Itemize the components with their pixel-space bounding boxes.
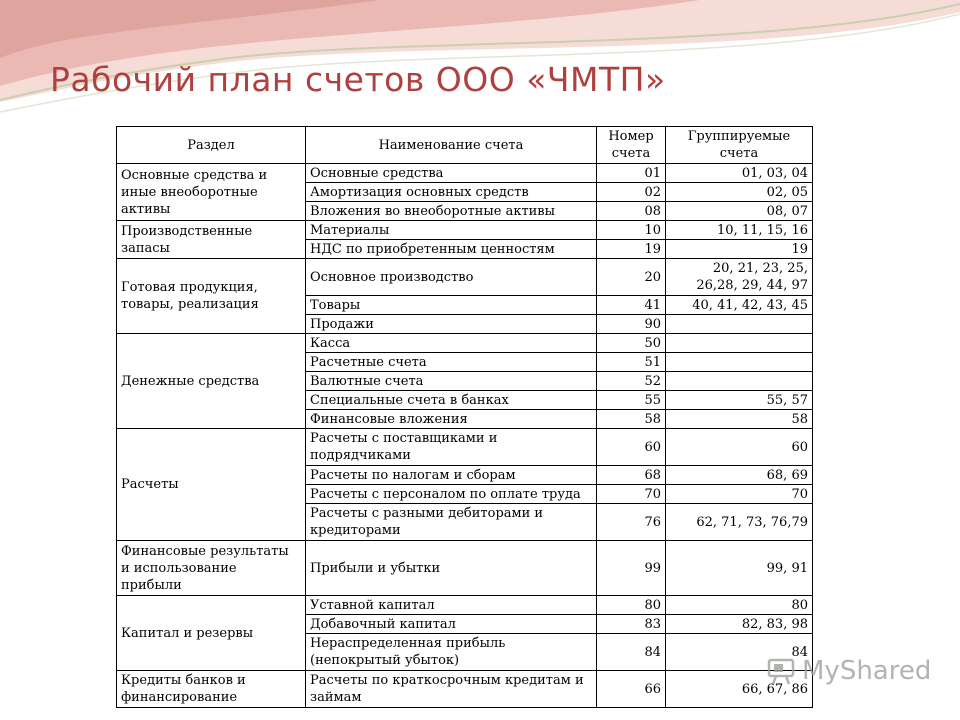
grouped-accounts xyxy=(666,334,813,353)
table-row xyxy=(117,259,813,296)
account-number: 51 xyxy=(597,353,666,372)
grouped-accounts: 58 xyxy=(666,410,813,429)
grouped-accounts: 99, 91 xyxy=(666,541,813,596)
account-number: 84 xyxy=(597,634,666,671)
account-number: 41 xyxy=(597,296,666,315)
table-row xyxy=(117,164,813,183)
grouped-accounts: 80 xyxy=(666,596,813,615)
account-name: Основные средства xyxy=(306,164,597,183)
account-number: 80 xyxy=(597,596,666,615)
account-number: 08 xyxy=(597,202,666,221)
account-number: 99 xyxy=(597,541,666,596)
account-number: 68 xyxy=(597,466,666,485)
section-cell: Денежные средства xyxy=(117,334,306,429)
grouped-accounts: 84 xyxy=(666,634,813,671)
account-number: 90 xyxy=(597,315,666,334)
account-name: Материалы xyxy=(306,221,597,240)
chart-of-accounts-table xyxy=(116,126,813,708)
grouped-accounts: 10, 11, 15, 16 xyxy=(666,221,813,240)
watermark xyxy=(766,656,931,686)
account-name: Вложения во внеоборотные активы xyxy=(306,202,597,221)
account-number: 01 xyxy=(597,164,666,183)
header-account-number: Номер счета xyxy=(597,127,666,164)
grouped-accounts: 68, 69 xyxy=(666,466,813,485)
account-name: Специальные счета в банках xyxy=(306,391,597,410)
account-number: 58 xyxy=(597,410,666,429)
page-title: Рабочий план счетов ООО «ЧМТП» xyxy=(50,60,666,99)
table-header-row xyxy=(117,127,813,164)
account-name: Нераспределенная прибыль (непокрытый убыток) xyxy=(306,634,597,671)
header-section: Раздел xyxy=(117,127,306,164)
account-number: 55 xyxy=(597,391,666,410)
grouped-accounts xyxy=(666,353,813,372)
account-number: 50 xyxy=(597,334,666,353)
account-number: 10 xyxy=(597,221,666,240)
account-name: Расчеты по краткосрочным кредитам и займам xyxy=(306,671,597,708)
grouped-accounts: 82, 83, 98 xyxy=(666,615,813,634)
account-number: 20 xyxy=(597,259,666,296)
grouped-accounts: 40, 41, 42, 43, 45 xyxy=(666,296,813,315)
grouped-accounts: 55, 57 xyxy=(666,391,813,410)
grouped-accounts: 70 xyxy=(666,485,813,504)
account-name: Расчеты с поставщиками и подрядчиками xyxy=(306,429,597,466)
header-grouped-accounts: Группируемые счета xyxy=(666,127,813,164)
table-row xyxy=(117,221,813,240)
grouped-accounts: 66, 67, 86 xyxy=(666,671,813,708)
watermark-text: MyShared xyxy=(802,656,932,686)
account-name: Касса xyxy=(306,334,597,353)
account-number: 19 xyxy=(597,240,666,259)
account-name: Расчеты с персоналом по оплате труда xyxy=(306,485,597,504)
account-name: Прибыли и убытки xyxy=(306,541,597,596)
grouped-accounts: 60 xyxy=(666,429,813,466)
account-name: Финансовые вложения xyxy=(306,410,597,429)
grouped-accounts: 01, 03, 04 xyxy=(666,164,813,183)
section-cell: Кредиты банков и финансирование xyxy=(117,671,306,708)
account-number: 60 xyxy=(597,429,666,466)
account-name: Расчеты по налогам и сборам xyxy=(306,466,597,485)
section-cell: Финансовые результаты и использование прибыли xyxy=(117,541,306,596)
account-name: Основное производство xyxy=(306,259,597,296)
table-row xyxy=(117,671,813,708)
table-row xyxy=(117,596,813,615)
section-cell: Производственные запасы xyxy=(117,221,306,259)
account-name: Амортизация основных средств xyxy=(306,183,597,202)
grouped-accounts: 19 xyxy=(666,240,813,259)
account-name: Расчетные счета xyxy=(306,353,597,372)
section-cell: Расчеты xyxy=(117,429,306,541)
account-number: 70 xyxy=(597,485,666,504)
account-number: 52 xyxy=(597,372,666,391)
table-row xyxy=(117,541,813,596)
account-number: 66 xyxy=(597,671,666,708)
grouped-accounts: 62, 71, 73, 76,79 xyxy=(666,504,813,541)
section-cell: Капитал и резервы xyxy=(117,596,306,671)
account-number: 76 xyxy=(597,504,666,541)
account-name: НДС по приобретенным ценностям xyxy=(306,240,597,259)
grouped-accounts: 20, 21, 23, 25, 26,28, 29, 44, 97 xyxy=(666,259,813,296)
header-account-name: Наименование счета xyxy=(306,127,597,164)
table-row xyxy=(117,334,813,353)
account-name: Добавочный капитал xyxy=(306,615,597,634)
account-number: 02 xyxy=(597,183,666,202)
account-name: Продажи xyxy=(306,315,597,334)
section-cell: Готовая продукция, товары, реализация xyxy=(117,259,306,334)
account-name: Расчеты с разными дебиторами и кредиторами xyxy=(306,504,597,541)
section-cell: Основные средства и иные внеоборотные активы xyxy=(117,164,306,221)
account-name: Уставной капитал xyxy=(306,596,597,615)
grouped-accounts xyxy=(666,372,813,391)
grouped-accounts: 08, 07 xyxy=(666,202,813,221)
account-name: Валютные счета xyxy=(306,372,597,391)
grouped-accounts xyxy=(666,315,813,334)
account-name: Товары xyxy=(306,296,597,315)
account-number: 83 xyxy=(597,615,666,634)
presentation-board-icon xyxy=(766,656,796,686)
table-row xyxy=(117,429,813,466)
grouped-accounts: 02, 05 xyxy=(666,183,813,202)
